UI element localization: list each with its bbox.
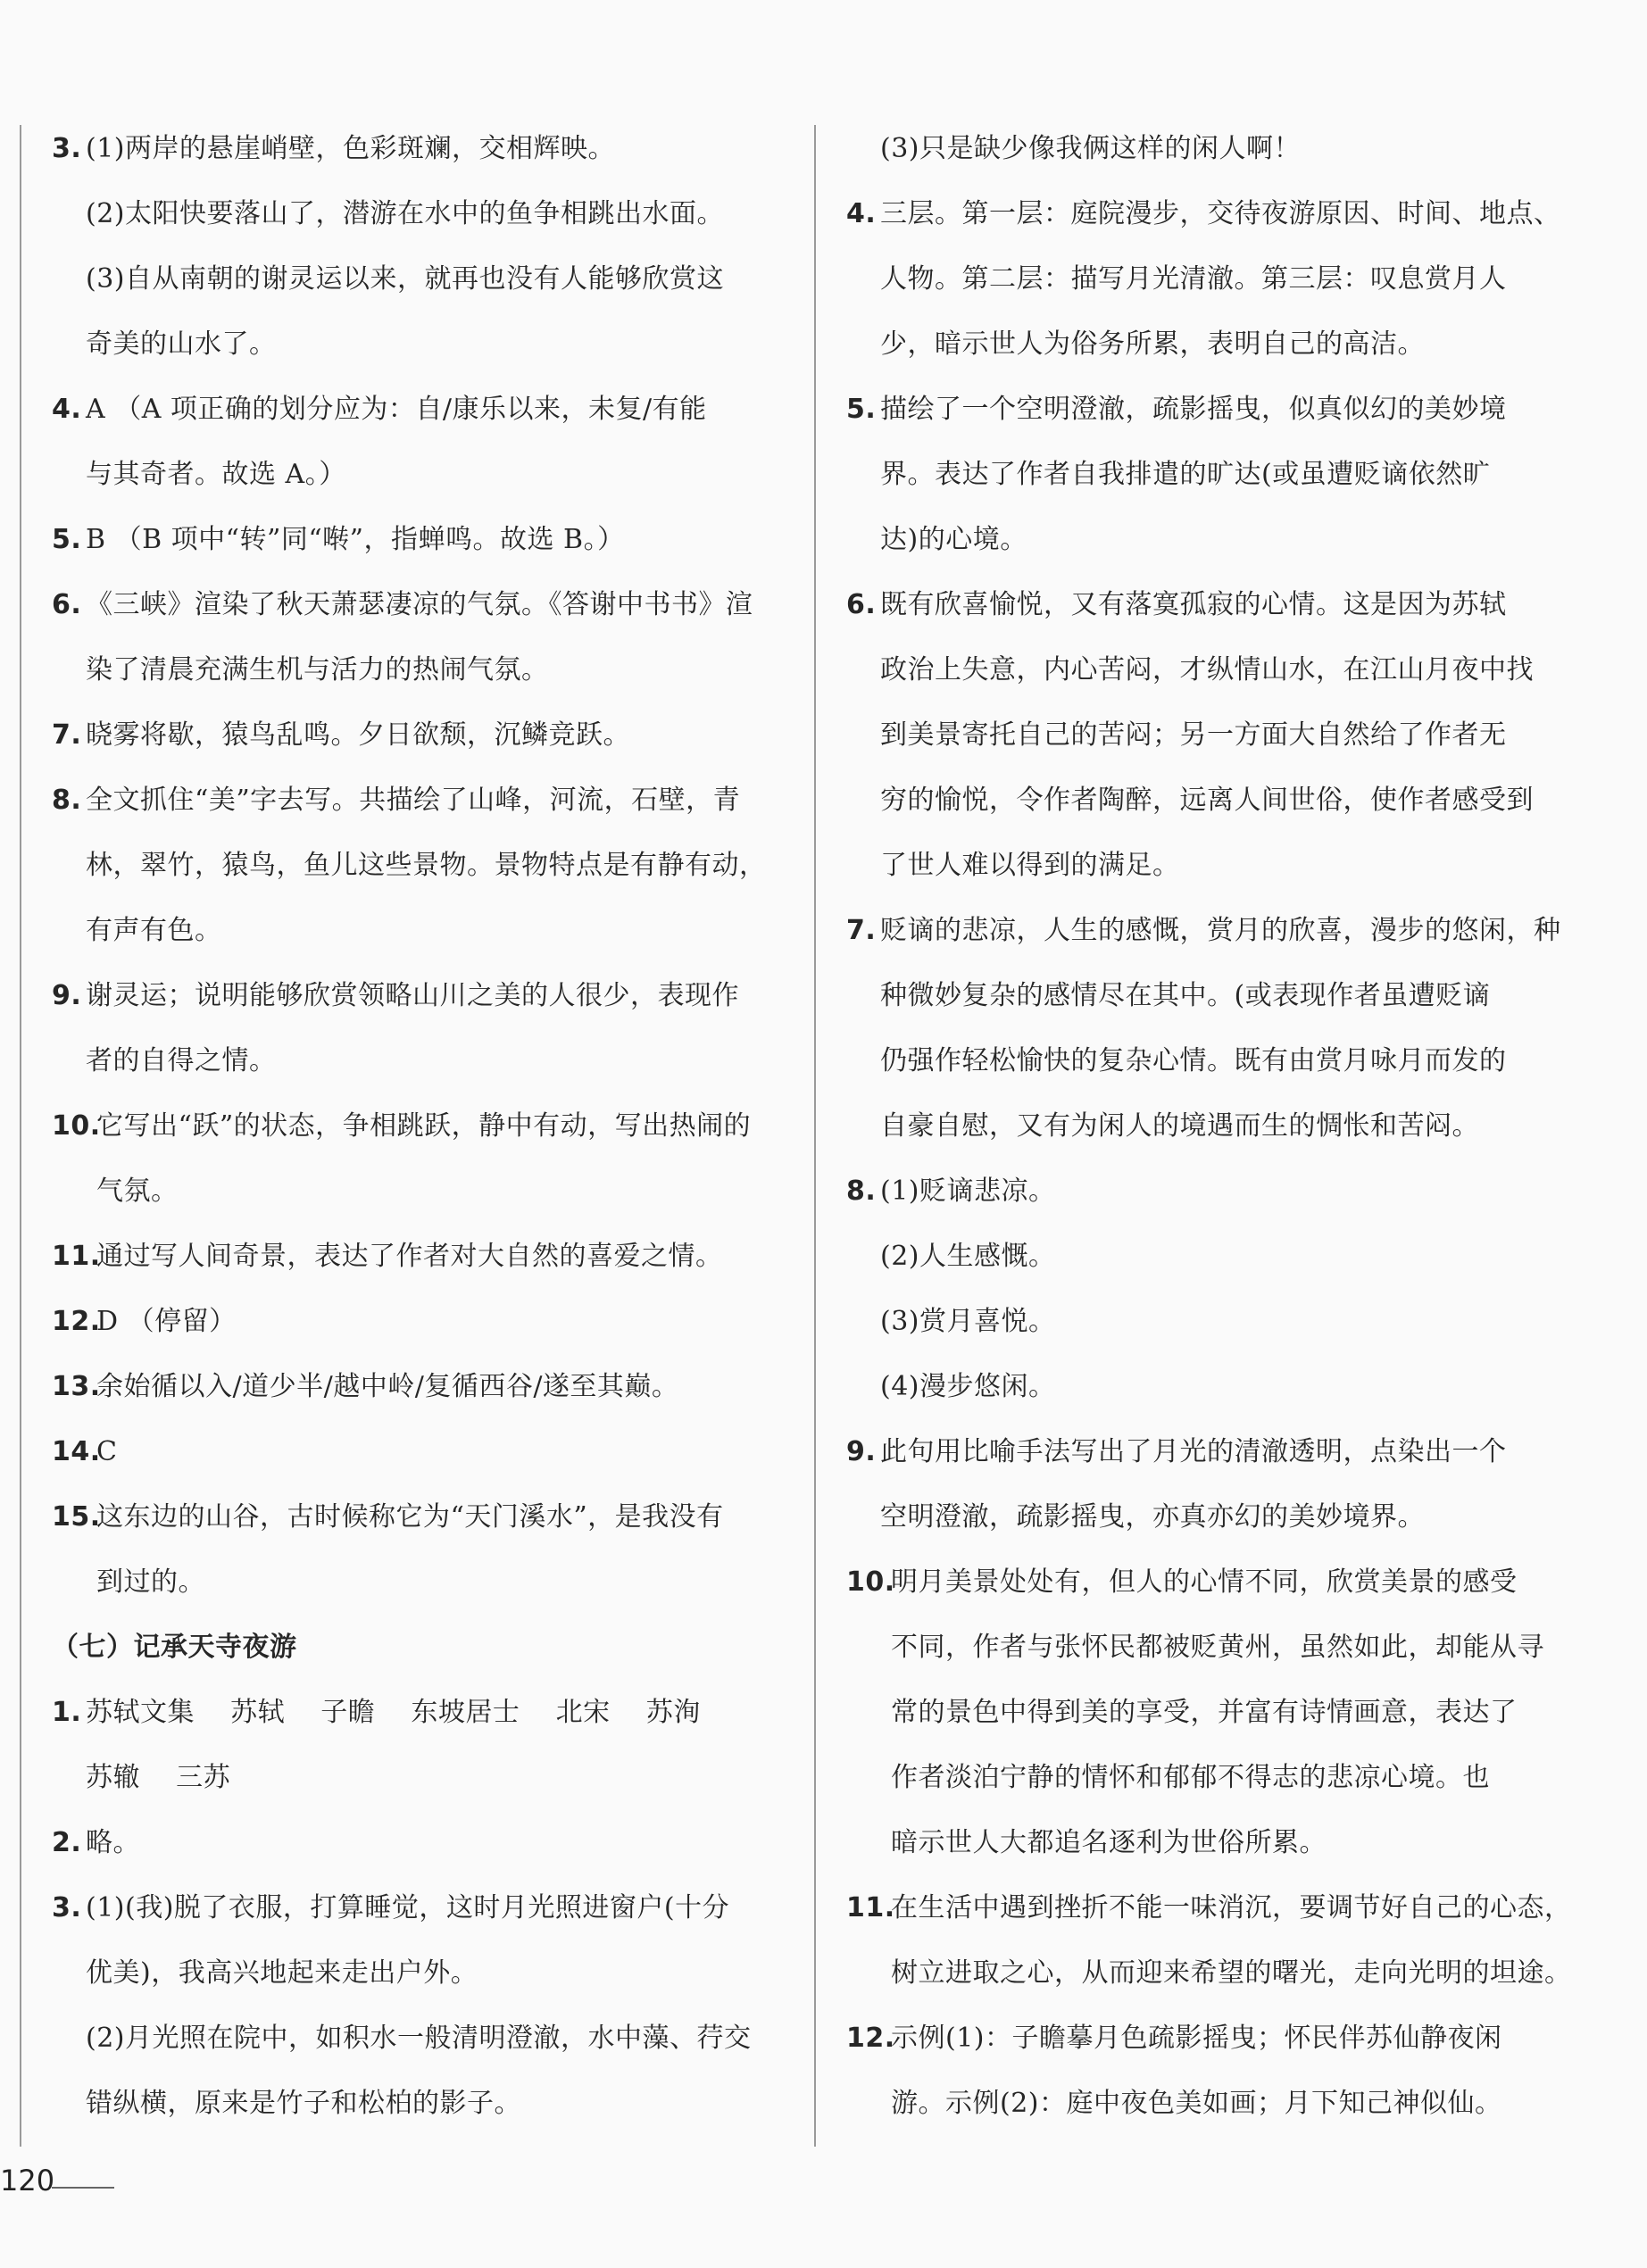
- item-number: 4.: [52, 394, 82, 425]
- answer-line: [52, 1419, 784, 1484]
- answer-line: [52, 702, 784, 768]
- answer-text: (1)贬谪悲凉。: [880, 1176, 1056, 1207]
- answer-line: [846, 1745, 1578, 1810]
- answer-text: (2)太阳快要落山了，潜游在水中的鱼争相跳出水面。: [86, 198, 724, 229]
- answer-text: 《三峡》渲染了秋天萧瑟凄凉的气氛。《答谢中书书》渲: [86, 589, 753, 620]
- item-number: 15.: [52, 1501, 101, 1533]
- answer-line: [52, 637, 784, 702]
- answer-text: B （B 项中“转”同“啭”，指蝉鸣。故选 B。）: [86, 524, 625, 555]
- left-column: [52, 116, 784, 2136]
- item-number: 12.: [52, 1306, 101, 1337]
- answer-line: [846, 637, 1578, 702]
- answer-text: 通过写人间奇景，表达了作者对大自然的喜爱之情。: [96, 1241, 723, 1272]
- answer-text: 了世人难以得到的满足。: [880, 850, 1180, 881]
- answer-text: 少，暗示世人为俗务所累，表明自己的高洁。: [880, 328, 1425, 360]
- answer-line: [846, 702, 1578, 768]
- answer-text: 优美)，我高兴地起来走出户外。: [86, 1957, 478, 1989]
- answer-line: [52, 246, 784, 312]
- answer-line: [52, 377, 784, 442]
- answer-line: [52, 1680, 784, 1745]
- answer-line: [846, 1484, 1578, 1549]
- answer-text: 示例(1)：子瞻摹月色疏影摇曳；怀民伴苏仙静夜闲: [891, 2023, 1502, 2054]
- answer-text: (3)自从南朝的谢灵运以来，就再也没有人能够欣赏这: [86, 263, 724, 295]
- answer-text: 仍强作轻松愉快的复杂心情。既有由赏月咏月而发的: [880, 1045, 1507, 1076]
- answer-text: 苏辙 三苏: [86, 1762, 231, 1793]
- item-number: 5.: [52, 524, 82, 555]
- answer-text: 游。示例(2)：庭中夜色美如画；月下知己神似仙。: [891, 2088, 1502, 2119]
- item-number: 11.: [52, 1241, 101, 1272]
- answer-line: [52, 1940, 784, 2006]
- item-number: 3.: [52, 1892, 82, 1923]
- answer-line: [52, 963, 784, 1028]
- answer-text: 错纵横，原来是竹子和松柏的影子。: [86, 2088, 521, 2119]
- item-number: 9.: [52, 980, 82, 1011]
- answer-line: [846, 1093, 1578, 1159]
- item-number: 4.: [846, 198, 877, 229]
- item-number: 8.: [52, 785, 82, 816]
- answer-line: [846, 1289, 1578, 1354]
- answer-line: [846, 312, 1578, 377]
- answer-text: (4)漫步悠闲。: [880, 1371, 1056, 1402]
- answer-text: 暗示世人大都追名逐利为世俗所累。: [891, 1827, 1327, 1858]
- answer-line: [52, 1159, 784, 1224]
- column-divider: [814, 125, 816, 2147]
- answer-text: 林，翠竹，猿鸟，鱼儿这些景物。景物特点是有静有动，: [86, 850, 767, 881]
- item-number: 8.: [846, 1176, 877, 1207]
- answer-line: [52, 1810, 784, 1875]
- answer-text: 常的景色中得到美的享受，并富有诗情画意，表达了: [891, 1697, 1518, 1728]
- page-number: 120: [0, 2164, 55, 2197]
- answer-text: 晓雾将歇，猿鸟乱鸣。夕日欲颓，沉鳞竞跃。: [86, 719, 630, 751]
- answer-line: [52, 1745, 784, 1810]
- answer-text: (1)(我)脱了衣服，打算睡觉，这时月光照进窗户(十分: [86, 1892, 730, 1923]
- answer-text: 空明澄澈，疏影摇曳，亦真亦幻的美妙境界。: [880, 1501, 1425, 1533]
- answer-line: [52, 442, 784, 507]
- answer-text: 略。: [86, 1827, 140, 1858]
- answer-line: [52, 1093, 784, 1159]
- answer-line: [52, 1875, 784, 1940]
- answer-line: [846, 1875, 1578, 1940]
- item-number: 3.: [52, 133, 82, 164]
- answer-text: 它写出“跃”的状态，争相跳跃，静中有动，写出热闹的: [96, 1110, 752, 1142]
- answer-text: 界。表达了作者自我排遣的旷达(或虽遭贬谪依然旷: [880, 459, 1491, 490]
- answer-line: [846, 1028, 1578, 1093]
- answer-text: 奇美的山水了。: [86, 328, 277, 360]
- answer-text: 全文抓住“美”字去写。共描绘了山峰，河流，石壁，青: [86, 785, 741, 816]
- answer-text: 达)的心境。: [880, 524, 1027, 555]
- item-number: 6.: [846, 589, 877, 620]
- answer-text: 种微妙复杂的感情尽在其中。(或表现作者虽遭贬谪: [880, 980, 1491, 1011]
- answer-line: [846, 898, 1578, 963]
- section-heading: （七）记承天寺夜游: [52, 1632, 297, 1663]
- answer-line: [846, 1159, 1578, 1224]
- item-number: 13.: [52, 1371, 101, 1402]
- answer-text: 政治上失意，内心苦闷，才纵情山水，在江山月夜中找: [880, 654, 1534, 685]
- item-number: 9.: [846, 1436, 877, 1467]
- answer-line: [52, 312, 784, 377]
- answer-line: [52, 507, 784, 572]
- answer-text: 自豪自慰，又有为闲人的境遇而生的惆怅和苦闷。: [880, 1110, 1479, 1142]
- item-number: 12.: [846, 2023, 895, 2054]
- answer-line: [52, 1289, 784, 1354]
- answer-line: [52, 1549, 784, 1615]
- page-number-rule: [52, 2187, 114, 2189]
- answer-line: [846, 116, 1578, 181]
- answer-line: [846, 963, 1578, 1028]
- right-column: [846, 116, 1578, 2136]
- answer-text: 贬谪的悲凉，人生的感慨，赏月的欣喜，漫步的悠闲，种: [880, 915, 1561, 946]
- answer-line: [846, 1354, 1578, 1419]
- answer-text: (2)人生感慨。: [880, 1241, 1056, 1272]
- answer-line: [846, 1615, 1578, 1680]
- answer-line: [846, 507, 1578, 572]
- answer-text: (1)两岸的悬崖峭壁，色彩斑斓，交相辉映。: [86, 133, 615, 164]
- answer-line: [846, 2071, 1578, 2136]
- answer-line: [846, 1224, 1578, 1289]
- answer-text: 这东边的山谷，古时候称它为“天门溪水”，是我没有: [96, 1501, 724, 1533]
- answer-line: [846, 377, 1578, 442]
- answer-line: [52, 1354, 784, 1419]
- answer-text: 气氛。: [96, 1176, 179, 1207]
- answer-text: D （停留）: [96, 1306, 237, 1337]
- answer-line: [846, 1549, 1578, 1615]
- answer-text: 到美景寄托自己的苦闷；另一方面大自然给了作者无: [880, 719, 1507, 751]
- answer-text: 作者淡泊宁静的情怀和郁郁不得志的悲凉心境。也: [891, 1762, 1490, 1793]
- answer-text: 苏轼文集 苏轼 子瞻 东坡居士 北宋 苏洵: [86, 1697, 701, 1728]
- answer-line: [846, 181, 1578, 246]
- left-margin-rule: [20, 125, 21, 2147]
- answer-line: [52, 1484, 784, 1549]
- answer-text: 此句用比喻手法写出了月光的清澈透明，点染出一个: [880, 1436, 1507, 1467]
- answer-text: (3)只是缺少像我俩这样的闲人啊！: [880, 133, 1301, 164]
- answer-line: [846, 1940, 1578, 2006]
- answer-line: [52, 768, 784, 833]
- answer-text: 不同，作者与张怀民都被贬黄州，虽然如此，却能从寻: [891, 1632, 1544, 1663]
- answer-text: 谢灵运；说明能够欣赏领略山川之美的人很少，表现作: [86, 980, 739, 1011]
- answer-text: 在生活中遇到挫折不能一味消沉，要调节好自己的心态，: [891, 1892, 1572, 1923]
- item-number: 7.: [52, 719, 82, 751]
- answer-line: [846, 768, 1578, 833]
- answer-line: [846, 1419, 1578, 1484]
- answer-text: (3)赏月喜悦。: [880, 1306, 1056, 1337]
- answer-text: 明月美景处处有，但人的心情不同，欣赏美景的感受: [891, 1566, 1518, 1598]
- answer-line: [846, 572, 1578, 637]
- answer-line: [52, 833, 784, 898]
- answer-text: 余始循以入/道少半/越中岭/复循西谷/遂至其巅。: [96, 1371, 679, 1402]
- item-number: 10.: [52, 1110, 101, 1142]
- answer-text: 染了清晨充满生机与活力的热闹气氛。: [86, 654, 549, 685]
- answer-line: [846, 1680, 1578, 1745]
- answer-line: [52, 898, 784, 963]
- answer-text: 穷的愉悦，令作者陶醉，远离人间世俗，使作者感受到: [880, 785, 1534, 816]
- item-number: 11.: [846, 1892, 895, 1923]
- answer-text: 树立进取之心，从而迎来希望的曙光，走向光明的坦途。: [891, 1957, 1572, 1989]
- answer-line: [52, 1224, 784, 1289]
- answer-line: [52, 2006, 784, 2071]
- answer-line: [846, 1810, 1578, 1875]
- answer-text: (2)月光照在院中，如积水一般清明澄澈，水中藻、荇交: [86, 2023, 752, 2054]
- answer-text: 既有欣喜愉悦，又有落寞孤寂的心情。这是因为苏轼: [880, 589, 1507, 620]
- answer-text: 人物。第二层：描写月光清澈。第三层：叹息赏月人: [880, 263, 1507, 295]
- answer-line: [52, 116, 784, 181]
- answer-text: 到过的。: [96, 1566, 205, 1598]
- answer-text: 描绘了一个空明澄澈，疏影摇曳，似真似幻的美妙境: [880, 394, 1507, 425]
- item-number: 1.: [52, 1697, 82, 1728]
- answer-text: C: [96, 1436, 118, 1467]
- item-number: 5.: [846, 394, 877, 425]
- answer-text: A （A 项正确的划分应为：自/康乐以来，未复/有能: [86, 394, 707, 425]
- answer-line: [846, 2006, 1578, 2071]
- answer-line: [52, 1028, 784, 1093]
- item-number: 6.: [52, 589, 82, 620]
- answer-line: [846, 833, 1578, 898]
- answer-text: 者的自得之情。: [86, 1045, 277, 1076]
- answer-line: [52, 572, 784, 637]
- answer-line: [846, 442, 1578, 507]
- item-number: 14.: [52, 1436, 101, 1467]
- answer-line: [52, 181, 784, 246]
- item-number: 7.: [846, 915, 877, 946]
- answer-text: 与其奇者。故选 A。）: [86, 459, 346, 490]
- item-number: 10.: [846, 1566, 895, 1598]
- item-number: 2.: [52, 1827, 82, 1858]
- answer-line: [846, 246, 1578, 312]
- answer-text: 三层。第一层：庭院漫步，交待夜游原因、时间、地点、: [880, 198, 1561, 229]
- section-heading-line: [52, 1615, 784, 1680]
- answer-line: [52, 2071, 784, 2136]
- answer-text: 有声有色。: [86, 915, 222, 946]
